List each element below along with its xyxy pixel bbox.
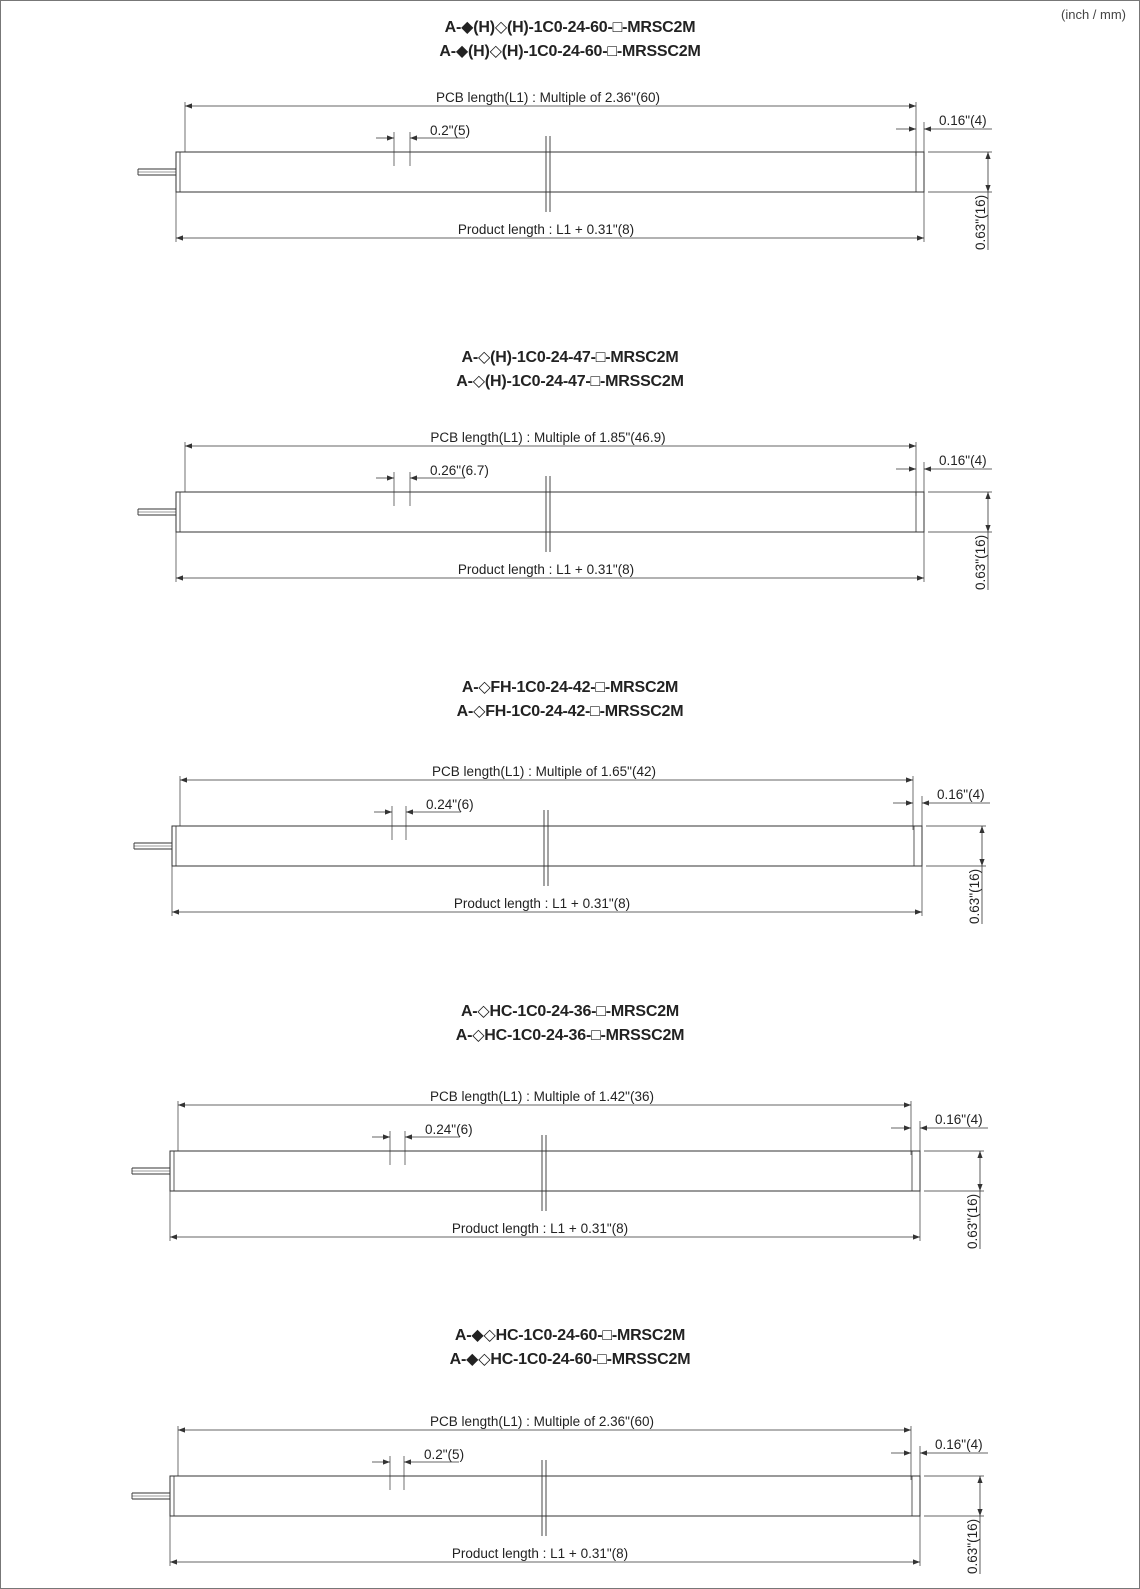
- product-1-pcb-arrow-left: [185, 103, 192, 108]
- product-1-prod-arrow-right: [917, 235, 924, 240]
- product-1-title-line-1: A-◆(H)◇(H)-1C0-24-60-□-MRSC2M: [444, 19, 696, 36]
- product-5-margin-arrow-left: [904, 1450, 911, 1455]
- product-2-margin-arrow-right: [924, 466, 931, 471]
- product-3-pcb-arrow-right: [906, 777, 913, 782]
- product-1-pitch-arrow-left: [387, 135, 394, 140]
- product-5-pitch-label: 0.2"(5): [424, 1447, 465, 1462]
- product-3-margin-arrow-left: [906, 800, 913, 805]
- product-2-prod-arrow-right: [917, 575, 924, 580]
- product-2-pitch-arrow-left: [387, 475, 394, 480]
- product-4-pcb-arrow-left: [178, 1102, 185, 1107]
- product-3-product-length-label: Product length : L1 + 0.31"(8): [453, 896, 631, 911]
- product-1-pitch-arrow-right: [410, 135, 417, 140]
- product-4-prod-arrow-left: [170, 1234, 177, 1239]
- product-3-pcb-bar: [172, 826, 922, 866]
- product-2-pcb-length-label: PCB length(L1) : Multiple of 1.85"(46.9): [430, 430, 666, 445]
- product-2-pitch-label: 0.26"(6.7): [430, 463, 489, 478]
- product-2-title-line-2: A-◇(H)-1C0-24-47-□-MRSSC2M: [456, 373, 684, 390]
- product-4-prod-arrow-right: [913, 1234, 920, 1239]
- product-2-pcb-arrow-right: [909, 443, 916, 448]
- product-5-pitch-arrow-right: [404, 1459, 411, 1464]
- product-2-height-label: 0.63"(16): [973, 534, 988, 590]
- product-2-product-length-label: Product length : L1 + 0.31"(8): [457, 562, 635, 577]
- product-1-title-line-2: A-◆(H)◇(H)-1C0-24-60-□-MRSSC2M: [439, 43, 701, 60]
- product-3-title-line-1: A-◇FH-1C0-24-42-□-MRSC2M: [461, 679, 679, 696]
- product-4-height-arrow-bottom: [977, 1184, 982, 1191]
- product-1-margin-arrow-right: [924, 126, 931, 131]
- product-1-height-arrow-top: [985, 152, 990, 159]
- product-1-drawing: [138, 90, 992, 250]
- product-5-product-length-label: Product length : L1 + 0.31"(8): [451, 1546, 629, 1561]
- product-5-pcb-arrow-left: [178, 1427, 185, 1432]
- product-4-title-line-1: A-◇HC-1C0-24-36-□-MRSC2M: [460, 1003, 680, 1020]
- product-2-end-margin-label: 0.16"(4): [939, 453, 987, 468]
- product-4-drawing: [132, 1089, 988, 1249]
- product-4-pitch-arrow-left: [383, 1134, 390, 1139]
- product-5-pcb-length-label: PCB length(L1) : Multiple of 2.36"(60): [430, 1414, 654, 1429]
- product-1-height-arrow-bottom: [985, 185, 990, 192]
- product-5-height-arrow-top: [977, 1476, 982, 1483]
- product-5-title-line-1: A-◆◇HC-1C0-24-60-□-MRSC2M: [454, 1327, 686, 1344]
- product-4-margin-arrow-right: [920, 1125, 927, 1130]
- product-5-height-label: 0.63"(16): [965, 1518, 980, 1574]
- product-1-product-length-label: Product length : L1 + 0.31"(8): [457, 222, 635, 237]
- product-3-end-margin-label: 0.16"(4): [937, 787, 985, 802]
- product-5-prod-arrow-left: [170, 1559, 177, 1564]
- product-3-margin-arrow-right: [922, 800, 929, 805]
- product-4-height-label: 0.63"(16): [965, 1193, 980, 1249]
- product-1-end-margin-label: 0.16"(4): [939, 113, 987, 128]
- product-2-pcb-arrow-left: [185, 443, 192, 448]
- product-5-drawing: [132, 1414, 988, 1574]
- product-1-pcb-arrow-right: [909, 103, 916, 108]
- product-4-product-length-label: Product length : L1 + 0.31"(8): [451, 1221, 629, 1236]
- product-3-pcb-length-label: PCB length(L1) : Multiple of 1.65"(42): [432, 764, 656, 779]
- product-1-prod-arrow-left: [176, 235, 183, 240]
- product-3-height-arrow-top: [979, 826, 984, 833]
- product-3-drawing: [134, 764, 990, 924]
- product-5-title-line-2: A-◆◇HC-1C0-24-60-□-MRSSC2M: [449, 1351, 691, 1368]
- unit-note: (inch / mm): [1061, 7, 1126, 22]
- product-1-height-label: 0.63"(16): [973, 194, 988, 250]
- product-4-pcb-length-label: PCB length(L1) : Multiple of 1.42"(36): [430, 1089, 654, 1104]
- product-3-pitch-arrow-left: [385, 809, 392, 814]
- product-2-prod-arrow-left: [176, 575, 183, 580]
- product-4-pitch-arrow-right: [405, 1134, 412, 1139]
- product-5-height-arrow-bottom: [977, 1509, 982, 1516]
- product-1-pcb-length-label: PCB length(L1) : Multiple of 2.36"(60): [436, 90, 660, 105]
- product-5-pcb-arrow-right: [904, 1427, 911, 1432]
- product-4-end-margin-label: 0.16"(4): [935, 1112, 983, 1127]
- product-4-pitch-label: 0.24"(6): [425, 1122, 473, 1137]
- product-3-height-arrow-bottom: [979, 859, 984, 866]
- product-3-prod-arrow-left: [172, 909, 179, 914]
- product-5-end-margin-label: 0.16"(4): [935, 1437, 983, 1452]
- product-3-pcb-arrow-left: [180, 777, 187, 782]
- product-3-pitch-arrow-right: [406, 809, 413, 814]
- product-5-margin-arrow-right: [920, 1450, 927, 1455]
- product-4-height-arrow-top: [977, 1151, 982, 1158]
- product-5-pcb-bar: [170, 1476, 920, 1516]
- product-3-pitch-label: 0.24"(6): [426, 797, 474, 812]
- product-5-pitch-arrow-left: [383, 1459, 390, 1464]
- product-5-prod-arrow-right: [913, 1559, 920, 1564]
- product-1-pitch-label: 0.2"(5): [430, 123, 471, 138]
- product-4-title-line-2: A-◇HC-1C0-24-36-□-MRSSC2M: [455, 1027, 685, 1044]
- product-3-height-label: 0.63"(16): [967, 868, 982, 924]
- product-1-margin-arrow-left: [909, 126, 916, 131]
- product-2-title-line-1: A-◇(H)-1C0-24-47-□-MRSC2M: [461, 349, 679, 366]
- product-3-title-line-2: A-◇FH-1C0-24-42-□-MRSSC2M: [456, 703, 684, 720]
- product-2-height-arrow-bottom: [985, 525, 990, 532]
- product-2-height-arrow-top: [985, 492, 990, 499]
- product-4-margin-arrow-left: [904, 1125, 911, 1130]
- product-2-drawing: [138, 430, 992, 590]
- product-4-pcb-arrow-right: [904, 1102, 911, 1107]
- product-2-margin-arrow-left: [909, 466, 916, 471]
- product-4-pcb-bar: [170, 1151, 920, 1191]
- product-3-prod-arrow-right: [915, 909, 922, 914]
- product-2-pitch-arrow-right: [410, 475, 417, 480]
